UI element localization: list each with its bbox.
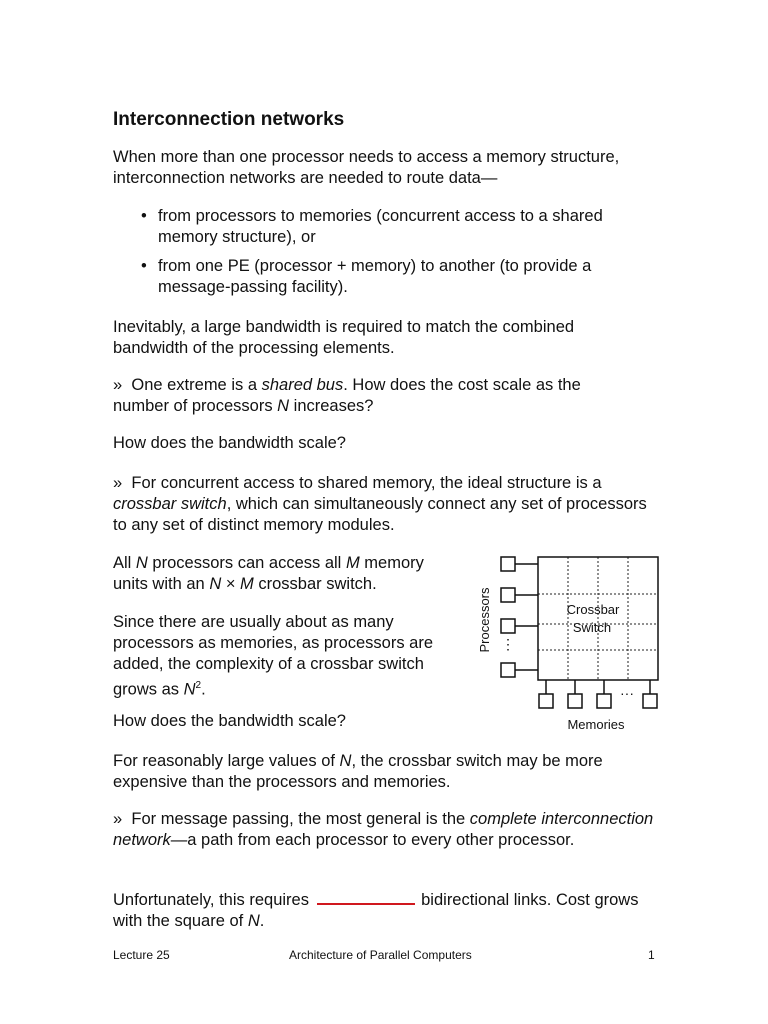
memory-links [546,680,650,694]
bullet-marker: • [141,257,147,275]
processor-links [515,564,538,670]
raquo-marker: » [113,474,123,492]
shared-bus-term: shared bus [261,376,344,394]
message-passing-paragraph: » For message passing, the most general is the complete interconnection network—a path from each processor to every other processor. [113,810,654,849]
processors-label: Processors [477,587,492,653]
bandwidth-question-2: How does the bandwidth scale? [113,712,346,730]
footer-course: Architecture of Parallel Computers [289,948,472,962]
footer-lecture: Lecture 25 [113,948,170,962]
reasonably-paragraph: For reasonably large values of N, the crossbar switch may be more expensive than the processors and memories. [113,752,603,791]
raquo-marker: » [113,376,123,394]
raquo-marker: » [113,810,123,828]
switch-label-line2: Switch [572,620,612,635]
crossbar-paragraph: » For concurrent access to shared memory, the ideal structure is a crossbar switch, which can simultaneously connect any set of processors to any set of distinct memory modules. [113,474,647,534]
bullet-item-1: from processors to memories (concurrent access to a shared memory structure), or [158,207,603,246]
since-paragraph: Since there are usually about as many processors as memories, as processors are added, the complexity of a crossbar switch grows as $N^2$. [113,613,434,699]
all-n-paragraph: All N processors can access all M memory units with an N × M crossbar switch. [113,554,424,593]
crossbar-diagram [470,545,670,740]
shared-bus-paragraph: » One extreme is a shared bus. How does the cost scale as the number of processors N increases? [113,376,581,415]
bullet-item-2: from one PE (processor + memory) to another (to provide a message-passing facility). [158,257,592,296]
memories-label: Memories [567,717,625,732]
complete-network-term: complete interconnection network [113,810,654,849]
intro-paragraph: When more than one processor needs to access a memory structure, interconnection networks are needed to route data— [113,148,620,187]
fill-in-blank [317,889,415,905]
bandwidth-question-1: How does the bandwidth scale? [113,434,346,452]
switch-grid [538,557,658,680]
page-title: Interconnection networks [113,109,345,130]
bandwidth-paragraph: Inevitably, a large bandwidth is required to match the combined bandwidth of the processing elements. [113,318,575,357]
processor-boxes [501,557,515,677]
memory-boxes [539,694,657,708]
horizontal-ellipsis: ··· [620,685,634,701]
unfortunately-paragraph: Unfortunately, this requires bidirectional links. Cost grows with the square of N. [113,891,639,930]
vertical-ellipsis: ⋮ [501,636,515,652]
crossbar-term: crossbar switch [113,495,227,513]
footer-page-number: 1 [648,948,655,962]
switch-label-line1: Crossbar [566,602,620,617]
bullet-marker: • [141,207,147,225]
